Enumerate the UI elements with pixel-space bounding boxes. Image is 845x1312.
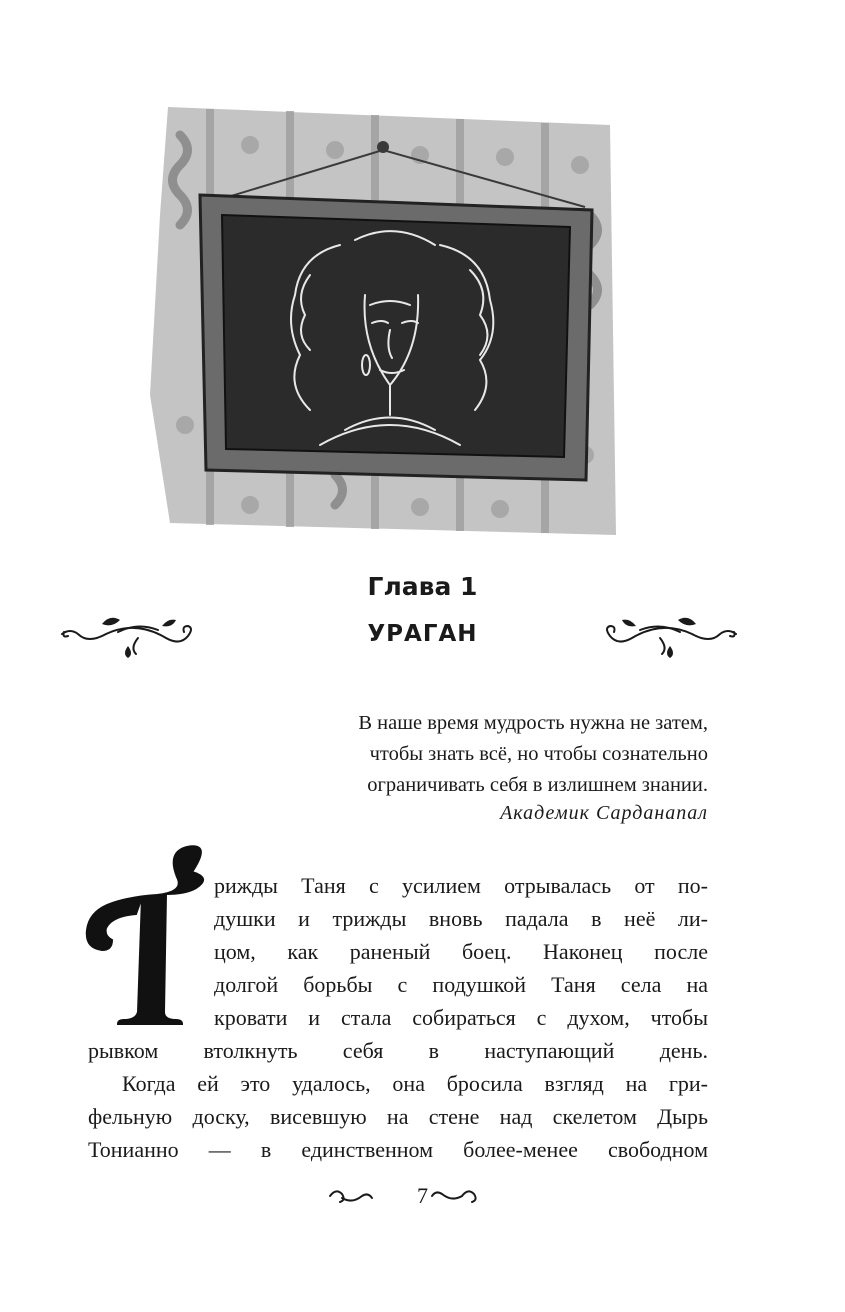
epigraph-line: ограничивать себя в излишнем знании. [367, 774, 708, 796]
epigraph [248, 708, 708, 801]
chapter-number: Глава 1 [367, 572, 478, 601]
page-number: 7 [417, 1183, 428, 1208]
body-line: рижды Таня с усилием отрывалась от по- [214, 873, 708, 898]
portrait-illustration [140, 95, 620, 545]
body-line: Тонианно — в единственном более-менее свободном [88, 1137, 708, 1162]
body-line: Когда ей это удалось, она бросила взгляд на гри- [122, 1071, 708, 1096]
body-line: кровати и стала собираться с духом, чтобы [214, 1005, 708, 1030]
leaf-flourish-icon [58, 612, 210, 658]
epigraph-author: Академик Сарданапал [500, 802, 708, 824]
leaf-flourish-icon [588, 612, 740, 658]
body-line: долгой борьбы с подушкой Таня села на [214, 972, 708, 997]
dropcap-letter-t [82, 842, 222, 1027]
epigraph-line: В наше время мудрость нужна не затем, [358, 712, 708, 734]
body-line: рывком втолкнуть себя в наступающий день. [88, 1038, 708, 1063]
body-line: душки и трижды вновь падала в неё ли- [214, 906, 708, 931]
epigraph-line: чтобы знать всё, но чтобы сознательно [369, 743, 708, 765]
body-line: цом, как раненый боец. Наконец после [214, 939, 708, 964]
body-line: фельную доску, висевшую на стене над скелетом Дырь [88, 1104, 708, 1129]
chapter-title: УРАГАН [367, 621, 478, 647]
